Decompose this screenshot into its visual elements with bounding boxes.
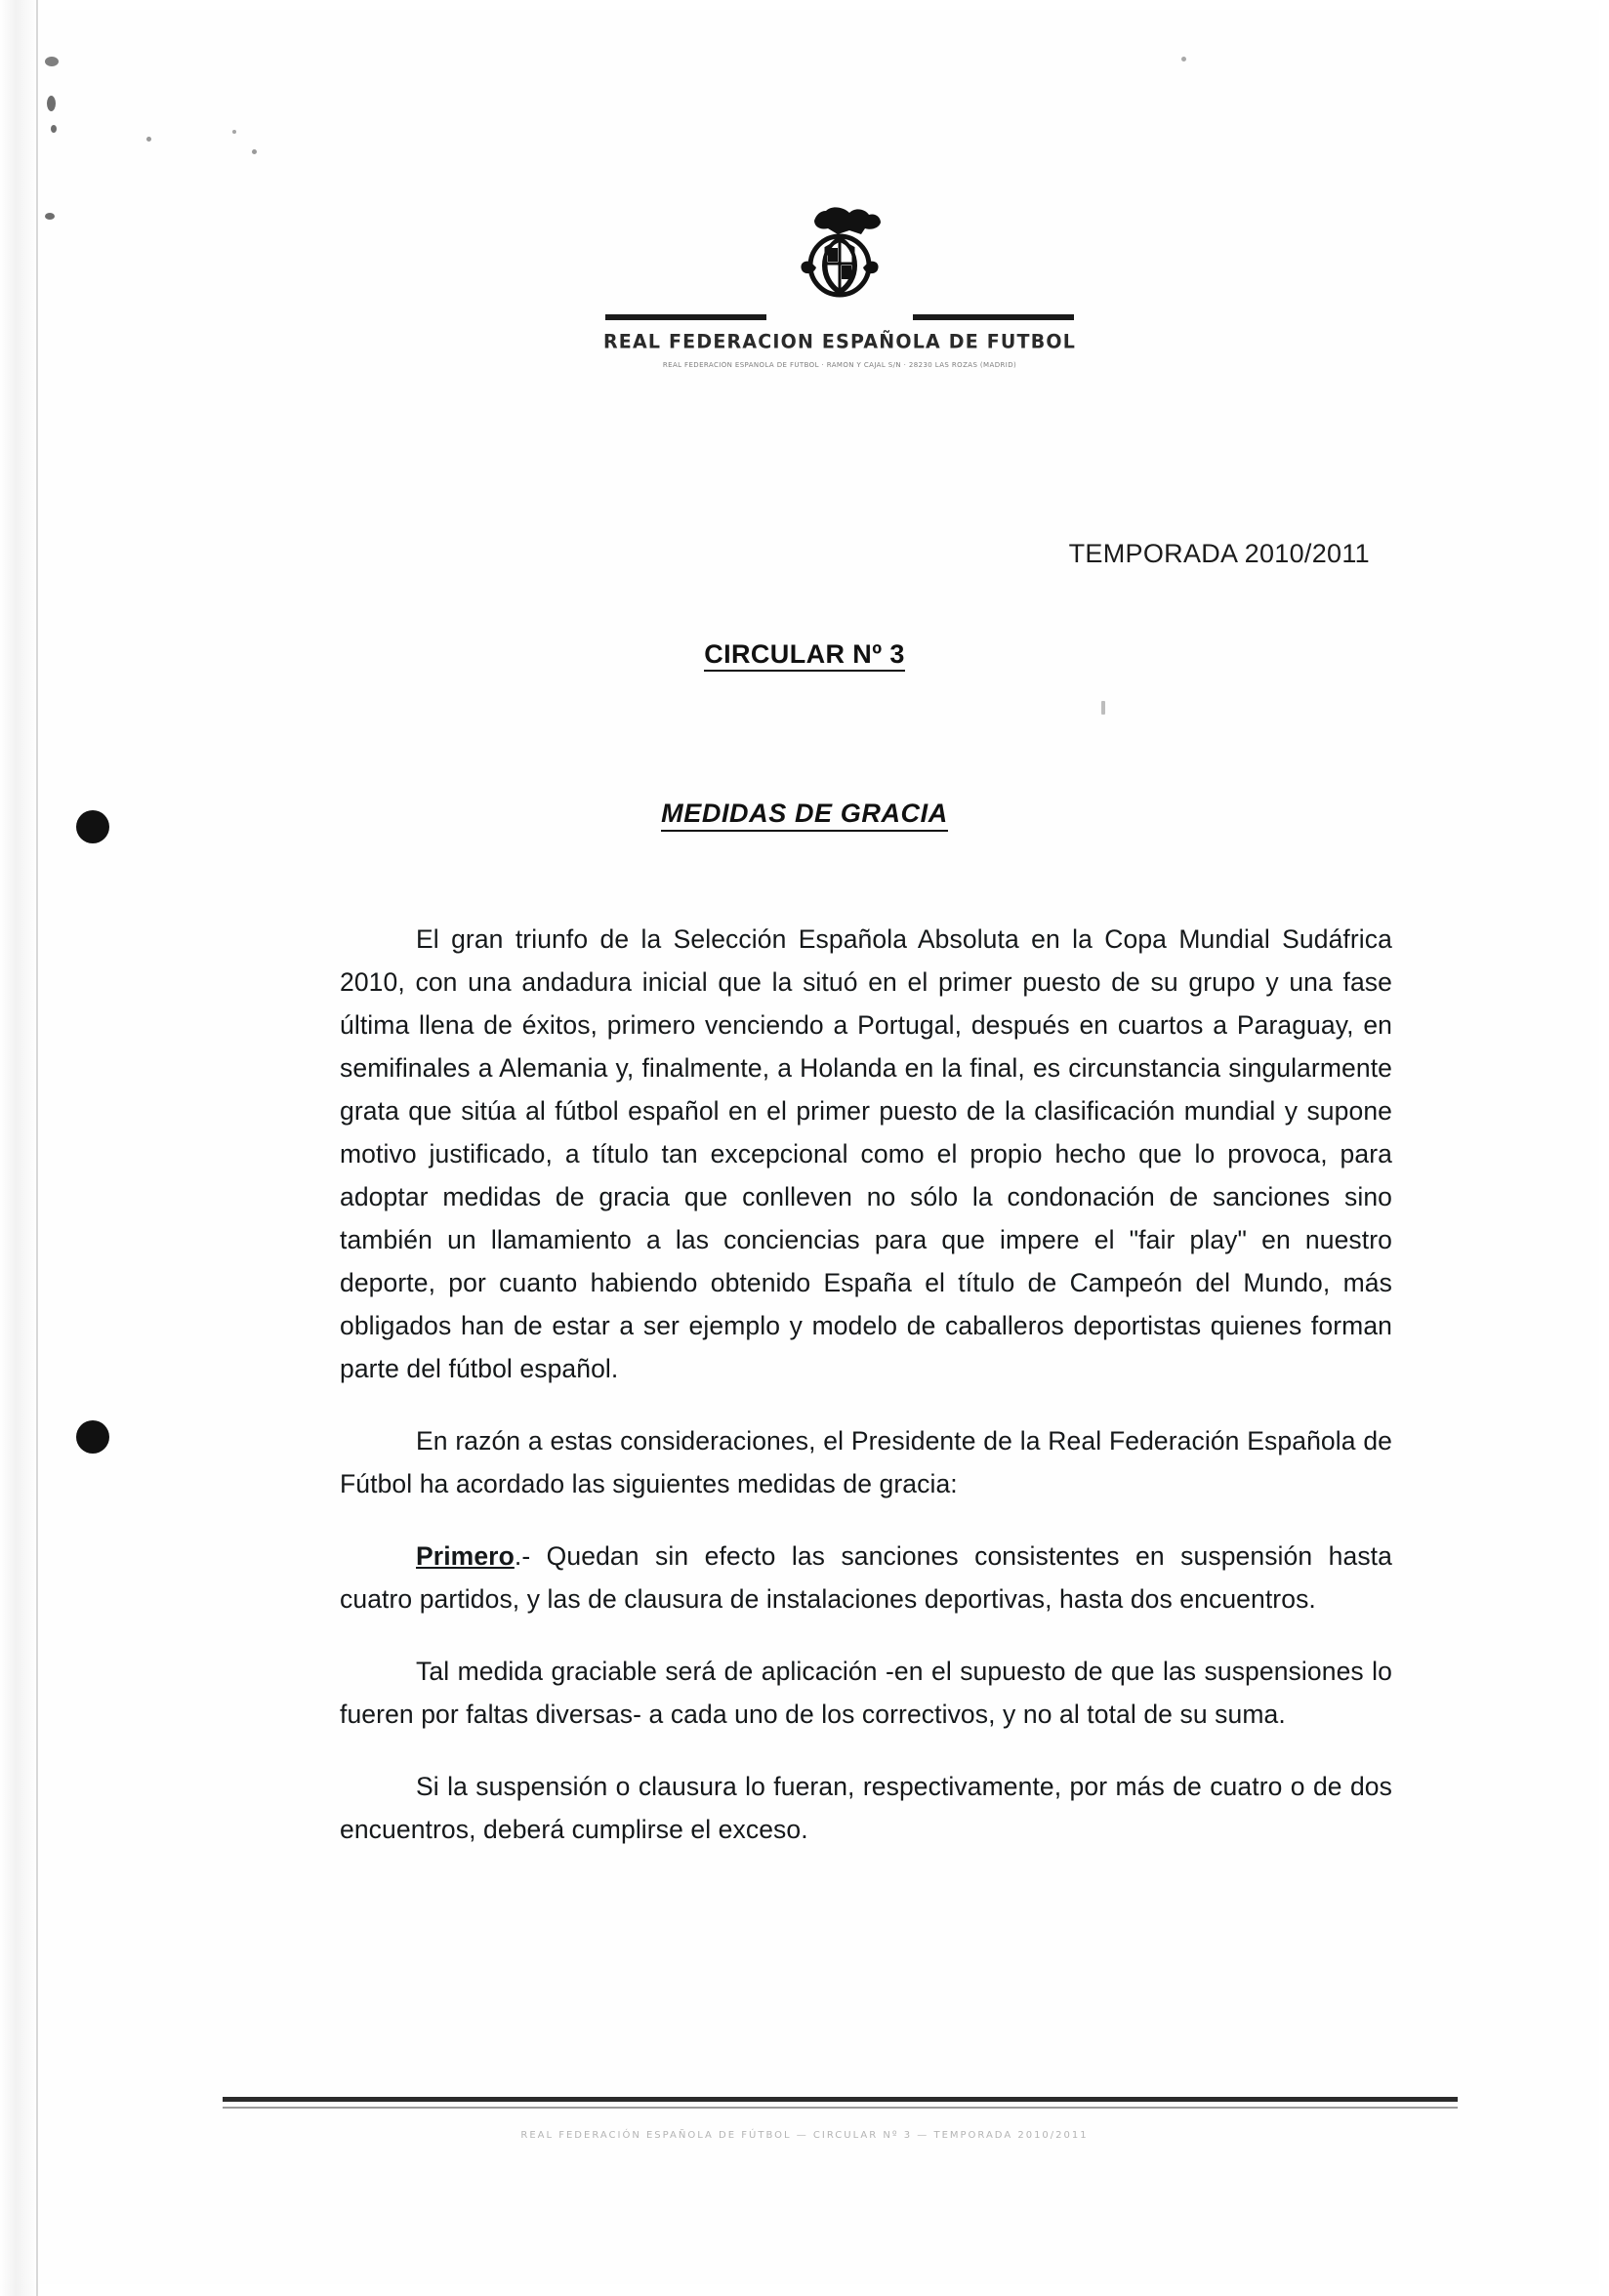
scan-speck <box>146 137 151 142</box>
punch-hole <box>76 1420 109 1454</box>
scan-edge-line <box>36 0 38 2296</box>
page-title-text: MEDIDAS DE GRACIA <box>661 799 948 832</box>
paragraph-graciable: Tal medida graciable será de aplicación -en el supuesto de que las suspensiones lo fueren por faltas diversas- a cada uno de los correctivos, y no al total de su suma. <box>340 1657 1392 1729</box>
federation-name: REAL FEDERACION ESPAÑOLA DE FUTBOL <box>602 330 1077 353</box>
scan-speck <box>252 149 257 154</box>
footer-text: REAL FEDERACIÓN ESPAÑOLA DE FÚTBOL — CIRCULAR Nº 3 — TEMPORADA 2010/2011 <box>520 2130 1089 2141</box>
circular-number-text: CIRCULAR Nº 3 <box>704 639 905 672</box>
federation-subline: REAL FEDERACIÓN ESPAÑOLA DE FÚTBOL · RAMÓN Y CAJAL S/N · 28230 LAS ROZAS (MADRID) <box>662 361 1017 369</box>
scan-speck <box>51 125 57 133</box>
rfef-crest-icon <box>793 205 887 307</box>
scan-speck <box>1181 57 1186 62</box>
paragraph-exceso: Si la suspensión o clausura lo fueran, respectivamente, por más de cuatro o de dos encuentros, deberá cumplirse el exceso. <box>340 1772 1392 1844</box>
paragraph-first-measure <box>340 1535 1392 1620</box>
scan-speck <box>47 96 56 111</box>
scan-smudge <box>45 57 59 66</box>
measure-term-primero: Primero <box>416 1541 515 1571</box>
paragraph-reason: En razón a estas consideraciones, el Presidente de la Real Federación Española de Fútbol ha acordado las siguientes medidas de gracia: <box>340 1426 1392 1498</box>
paragraph-intro: El gran triunfo de la Selección Española Absoluta en la Copa Mundial Sudáfrica 2010, con una andadura inicial que la situó en el primer puesto de su grupo y una fase última llena de éxitos, primero venciendo a Portugal, después en cuartos a Paraguay, en semifinales a Alemania y, finalmente, a Holanda en la final, es circunstancia singularmente grata que sitúa al fútbol español en el primer puesto de la clasificación mundial y supone motivo justificado, a título tan excepcional como el propio hecho que lo provoca, para adoptar medidas de gracia que conlleven no sólo la condonación de sanciones sino también un llamamiento a las conciencias para que impere el "fair play" en nuestro deporte, por cuanto habiendo obtenido España el título de Campeón del Mundo, más obligados han de estar a ser ejemplo y modelo de caballeros deportistas quienes forman parte del fútbol español. <box>340 924 1392 1383</box>
scan-speck <box>45 213 55 220</box>
season-label: TEMPORADA 2010/2011 <box>1068 539 1370 568</box>
scan-speck <box>232 130 236 134</box>
measure-text-primero: .- Quedan sin efecto las sanciones consistentes en suspensión hasta cuatro partidos, y las de clausura de instalaciones deportivas, hasta dos encuentros. <box>340 1541 1392 1614</box>
footer-rule <box>223 2097 1458 2102</box>
circular-number <box>0 639 1609 670</box>
scan-left-edge <box>0 0 39 2296</box>
scan-speck <box>1101 701 1105 715</box>
letterhead-rules <box>596 312 1084 322</box>
footer-rule-thin <box>223 2107 1458 2109</box>
page-title <box>0 799 1609 829</box>
letterhead <box>586 205 1093 369</box>
document-body <box>340 918 1392 1880</box>
